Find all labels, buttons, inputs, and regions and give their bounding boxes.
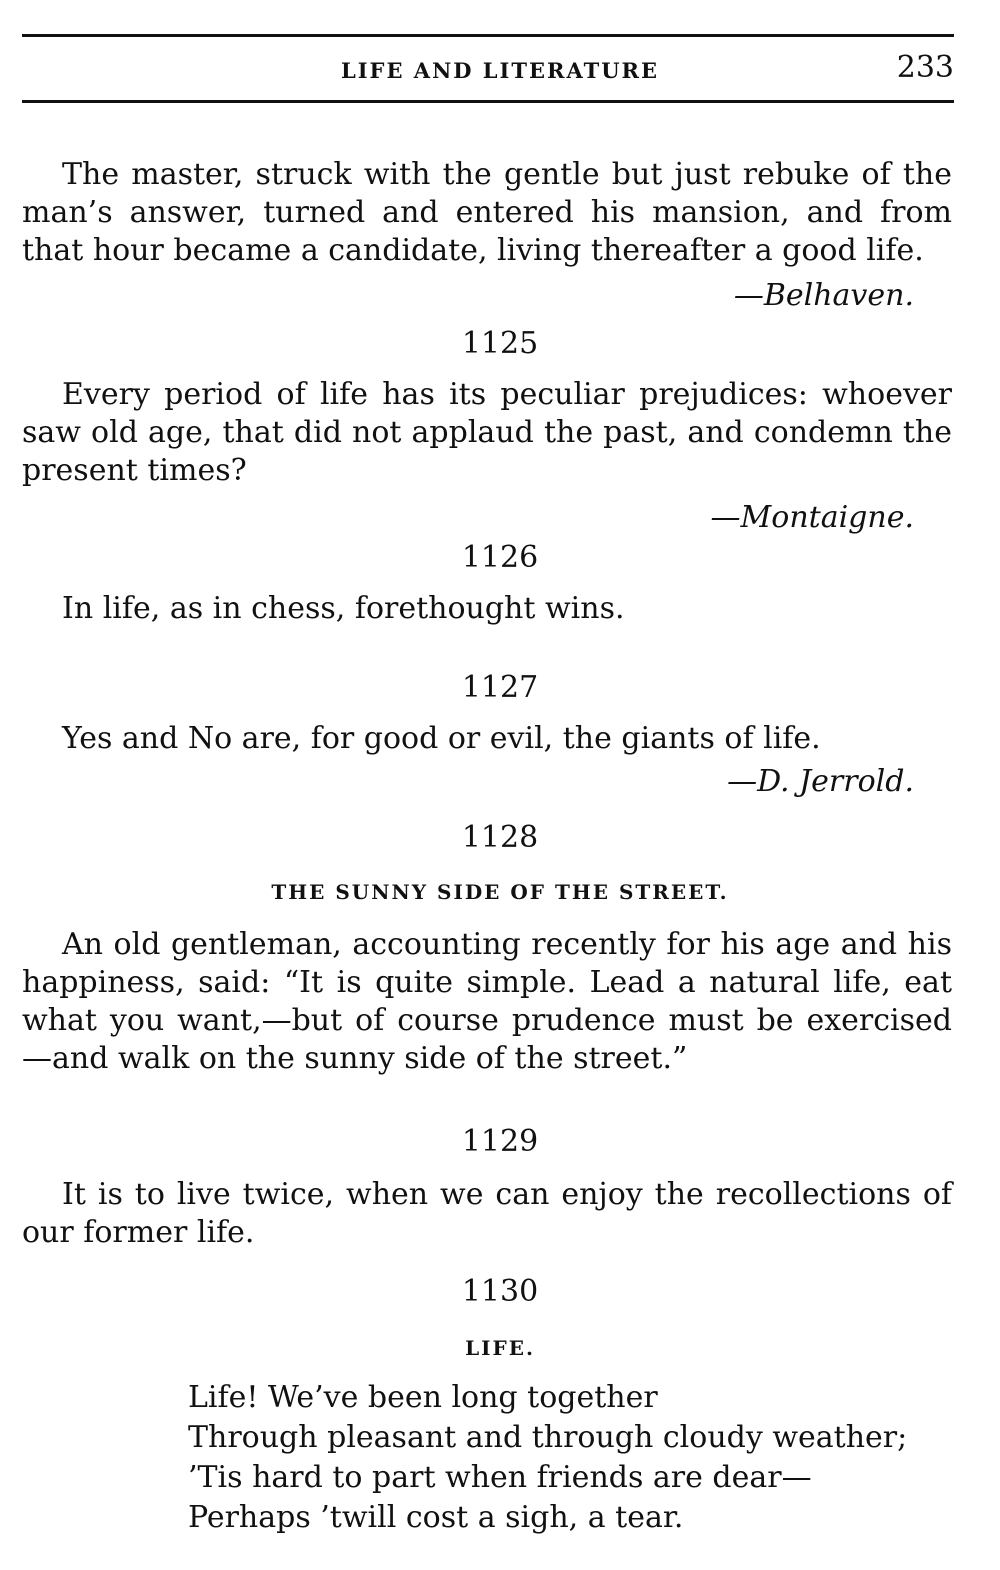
poem-line: Perhaps ’twill cost a sigh, a tear.	[188, 1500, 684, 1535]
continuation-paragraph: The master, struck with the gentle but just rebuke of the man’s answer, turned and entered his mansion, and from that hour became a candidate, living thereafter a good life.	[22, 157, 952, 268]
entry-text-1126: In life, as in chess, forethought wins.	[62, 591, 625, 626]
entry-number-1125: 1125	[461, 326, 539, 361]
entry-text-1125: Every period of life has its peculiar prejudices: whoever saw old age, that did not applaud the past, and condemn the present times?	[22, 377, 952, 488]
entry-number-1129: 1129	[461, 1124, 539, 1159]
page-number: 233	[896, 50, 954, 85]
entry-text-1127: Yes and No are, for good or evil, the giants of life.	[62, 721, 821, 756]
entry-title-1128: THE SUNNY SIDE OF THE STREET.	[271, 880, 729, 904]
header-rule-bottom	[22, 100, 954, 103]
poem-line: ’Tis hard to part when friends are dear—	[188, 1460, 812, 1495]
entry-text-1128: An old gentleman, accounting recently for his age and his happiness, said: “It is quite simple. Lead a natural life, eat what you want,—but of course prudence must be exercised—and walk on the sunny side of the street.”	[22, 927, 952, 1076]
entry-number-1126: 1126	[461, 540, 539, 575]
entry-number-1128: 1128	[461, 820, 539, 855]
poem-line: Life! We’ve been long together	[188, 1380, 658, 1415]
poem-stanza	[188, 1378, 907, 1538]
attribution-montaigne: —Montaigne.	[710, 500, 914, 535]
poem-line: Through pleasant and through cloudy weather;	[188, 1420, 908, 1455]
attribution-jerrold: —D. Jerrold.	[727, 764, 914, 799]
running-head: LIFE AND LITERATURE	[340, 58, 660, 83]
attribution-belhaven: —Belhaven.	[733, 278, 914, 313]
entry-number-1130: 1130	[461, 1274, 539, 1309]
entry-title-1130: LIFE.	[465, 1336, 535, 1360]
header-rule-top	[22, 34, 954, 37]
entry-number-1127: 1127	[461, 670, 539, 705]
entry-text-1129: It is to live twice, when we can enjoy the recollections of our former life.	[22, 1177, 952, 1250]
